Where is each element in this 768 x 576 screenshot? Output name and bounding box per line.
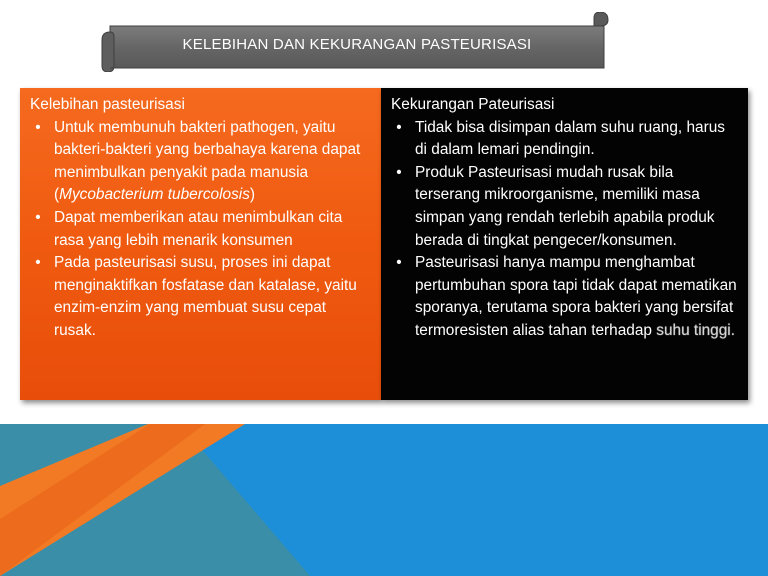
list-item <box>30 117 371 207</box>
bullet-icon: • <box>396 118 402 136</box>
list-item-text: Tidak bisa disimpan dalam suhu ruang, harus di dalam lemari pendingin. <box>415 118 725 159</box>
bullet-icon: • <box>396 163 402 181</box>
list-item-text: Untuk membunuh bakteri pathogen, yaitu bakteri-bakteri yang berbahaya karena dapat menimbulkan penyakit pada manusia ( <box>54 118 361 204</box>
bullet-icon: • <box>35 254 41 272</box>
list-item-italic-text: Mycobacterium tubercolosis <box>59 186 250 204</box>
list-item-overflow-text: suhu tinggi. <box>656 321 735 339</box>
list-item <box>30 252 371 342</box>
list-item <box>391 252 738 342</box>
disadvantages-panel <box>381 88 748 400</box>
advantages-list <box>30 117 371 343</box>
disadvantages-heading: Kekurangan Pateurisasi <box>391 96 555 113</box>
list-item-text-end: ) <box>249 186 256 204</box>
list-item-text: Pada pasteurisasi susu, proses ini dapat menginaktifkan fosfatase dan katalase, yaitu enzim-enzim yang membuat susu cepat rusak. <box>54 254 357 339</box>
decorative-band <box>0 424 768 576</box>
page-title: KELEBIHAN DAN KEKURANGAN PASTEURISASI <box>182 36 532 53</box>
bullet-icon: • <box>396 254 402 272</box>
bullet-icon: • <box>35 208 41 226</box>
list-item-text: Pasteurisasi hanya mampu menghambat pertumbuhan spora tapi tidak dapat mematikan sporanya, terutama spora bakteri yang bersifat termoresisten alias tahan terhadap <box>415 254 737 339</box>
advantages-panel <box>20 88 381 400</box>
list-item-text: Produk Pasteurisasi mudah rusak bila terserang mikroorganisme, memiliki masa simpan yang rendah terlebih apabila produk berada di tingkat pengecer/konsumen. <box>415 163 715 249</box>
bullet-icon: • <box>35 118 41 136</box>
list-item-text: Dapat memberikan atau menimbulkan cita rasa yang lebih menarik konsumen <box>54 208 343 249</box>
list-item <box>391 117 738 162</box>
list-item <box>30 207 371 252</box>
advantages-heading: Kelebihan pasteurisasi <box>30 96 185 113</box>
title-banner <box>100 12 614 72</box>
list-item <box>391 162 738 252</box>
disadvantages-list <box>391 117 738 343</box>
